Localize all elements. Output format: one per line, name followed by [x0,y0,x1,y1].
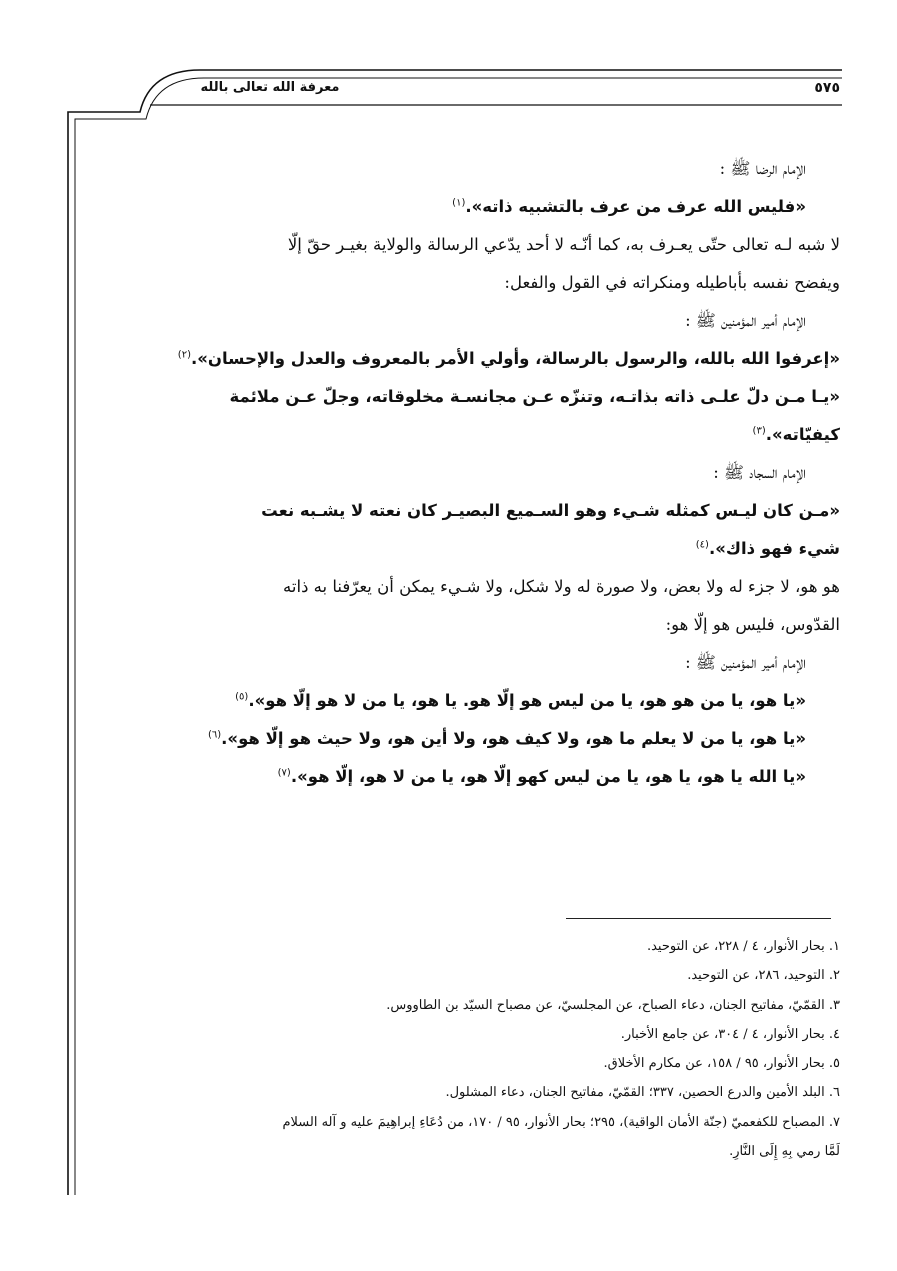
text-line-content: ويفضح نفسه بأباطيله ومنكراته في القول والفعل: [504,273,840,292]
text-line [134,682,840,720]
text-line [134,188,840,226]
text-line-content: القدّوس، فليس هو إلّا هو: [665,615,840,634]
footnote-item: ٧. المصباح للكفعميّ (جنّة الأمان الواقية)، ٢٩٥؛ بحار الأنوار، ٩٥ / ١٧٠، من دُعَاءِ إبراهِيمَ عليه و آله السلام [282,1114,840,1130]
footnote-item: ٣. القمّيّ، مفاتيح الجنان، دعاء الصباح، عن المجلسيّ، عن مصباح السيّد بن الطاووس. [386,997,840,1013]
main-text [134,150,840,796]
footnote-separator [566,918,831,919]
text-line-content: «يا هو، يا من هو هو، يا من ليس هو إلّا هو. يا هو، يا من لا هو إلّا هو». [248,691,806,710]
text-line-content: الإمام السجاد ﷺ : [713,463,806,482]
footnotes [134,932,840,1166]
footnote-ref: (٣) [752,425,766,437]
text-line [134,264,840,302]
text-line [134,758,840,796]
text-line-content: «يـا مـن دلّ علـى ذاته بذاتـه، وتنزّه عـن مجانسـة مخلوقاته، وجلّ عـن ملائمة [229,387,840,406]
text-line-content: لا شبه لـه تعالى حتّى يعـرف به، كما أنّـه لا أحد يدّعي الرسالة والولاية بغيـر حقّ إلّا [287,235,840,254]
text-line [134,340,840,378]
running-title: معرفة الله تعالى بالله [200,80,340,95]
page-number: ٥٧٥ [814,80,840,96]
text-line-content: الإمام أمير المؤمنين ﷺ : [685,653,806,672]
text-line [134,606,840,644]
text-line [134,492,840,530]
text-line [134,454,840,492]
footnote-ref: (٦) [207,729,222,741]
footnote-ref: (٢) [177,349,191,361]
footnote-ref: (١) [452,197,466,209]
footnote-item: لَمَّا رمي بِهِ إِلَى النَّارِ. [729,1144,840,1160]
footnote-item: ٢. التوحيد، ٢٨٦، عن التوحيد. [687,968,840,984]
text-line-content: الإمام أمير المؤمنين ﷺ : [685,311,806,330]
footnote-item: ٦. البلد الأمين والدرع الحصين، ٣٣٧؛ القمّيّ، مفاتيح الجنان، دعاء المشلول. [445,1085,840,1101]
footnote-item: ١. بحار الأنوار، ٤ / ٢٢٨، عن التوحيد. [646,939,840,954]
footnote-ref: (٥) [235,691,249,703]
text-line-content: الإمام الرضا ﷺ : [719,159,806,178]
footnote-item: ٤. بحار الأنوار، ٤ / ٣٠٤، عن جامع الأخبار. [620,1026,840,1042]
text-line [134,644,840,682]
text-line-content: «فليس الله عرف من عرف بالتشبيه ذاته». [465,197,806,216]
text-line [134,302,840,340]
text-line [134,530,840,568]
text-line [134,150,840,188]
text-line [134,568,840,606]
text-line-content: كيفيّاته». [765,425,840,444]
footnote-item: ٥. بحار الأنوار، ٩٥ / ١٥٨، عن مكارم الأخلاق. [603,1056,840,1072]
text-line [134,416,840,454]
footnote-ref: (٧) [277,767,291,779]
text-line-content: «يا هو، يا من لا يعلم ما هو، ولا كيف هو، ولا أين هو، ولا حيث هو إلّا هو». [221,729,806,748]
text-line [134,378,840,416]
footnote-ref: (٤) [695,539,709,551]
text-line-content: هو هو، لا جزء له ولا بعض، ولا صورة له ولا شكل، ولا شـيء يمكن أن يعرّفنا به ذاته [283,577,840,596]
text-line-content: «إعرفوا الله بالله، والرسول بالرسالة، وأولي الأمر بالمعروف والعدل والإحسان». [190,349,840,368]
text-line-content: «يا الله يا هو، يا هو، يا من ليس كهو إلّا هو، يا من لا هو، إلّا هو». [290,767,806,786]
text-line [134,226,840,264]
text-line [134,720,840,758]
text-line-content: شيء فهو ذاك». [708,539,840,558]
text-line-content: «مـن كان ليـس كمثله شـيء وهو السـميع البصيـر كان نعته لا يشـبه نعت [261,501,840,520]
